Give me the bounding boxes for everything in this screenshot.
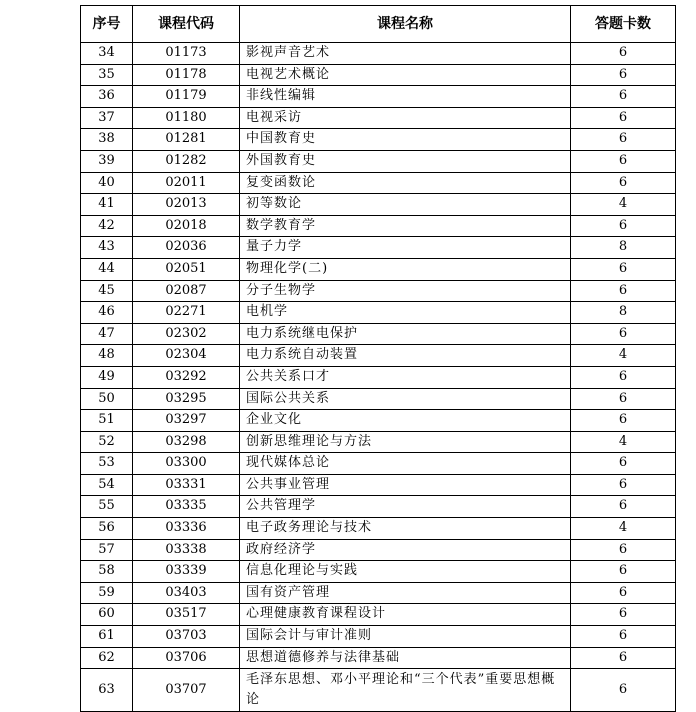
header-name: 课程名称 xyxy=(240,6,571,43)
table-row xyxy=(81,86,676,108)
row-number: 54 xyxy=(81,474,133,496)
table-row xyxy=(81,237,676,259)
answer-card-count: 4 xyxy=(571,194,676,216)
table-row xyxy=(81,43,676,65)
table-row xyxy=(81,561,676,583)
course-name: 政府经济学 xyxy=(240,539,571,561)
answer-card-count: 6 xyxy=(571,496,676,518)
table-row xyxy=(81,215,676,237)
row-number: 37 xyxy=(81,107,133,129)
answer-card-count: 6 xyxy=(571,669,676,712)
row-number: 34 xyxy=(81,43,133,65)
course-name: 中国教育史 xyxy=(240,129,571,151)
table-row xyxy=(81,669,676,712)
course-name: 物理化学(二) xyxy=(240,258,571,280)
answer-card-count: 6 xyxy=(571,582,676,604)
answer-card-count: 6 xyxy=(571,129,676,151)
answer-card-count: 4 xyxy=(571,345,676,367)
course-name: 复变函数论 xyxy=(240,172,571,194)
course-name: 企业文化 xyxy=(240,410,571,432)
answer-card-count: 6 xyxy=(571,604,676,626)
row-number: 43 xyxy=(81,237,133,259)
course-name: 量子力学 xyxy=(240,237,571,259)
row-number: 63 xyxy=(81,669,133,712)
header-row xyxy=(81,6,676,43)
course-code: 01179 xyxy=(133,86,240,108)
course-code: 03292 xyxy=(133,366,240,388)
row-number: 46 xyxy=(81,302,133,324)
row-number: 44 xyxy=(81,258,133,280)
course-code: 02011 xyxy=(133,172,240,194)
course-code: 03295 xyxy=(133,388,240,410)
course-code: 02271 xyxy=(133,302,240,324)
course-name: 影视声音艺术 xyxy=(240,43,571,65)
row-number: 35 xyxy=(81,64,133,86)
answer-card-count: 6 xyxy=(571,150,676,172)
header-cards: 答题卡数 xyxy=(571,6,676,43)
row-number: 49 xyxy=(81,366,133,388)
course-code: 03336 xyxy=(133,518,240,540)
row-number: 40 xyxy=(81,172,133,194)
table-row xyxy=(81,194,676,216)
course-name: 初等数论 xyxy=(240,194,571,216)
row-number: 53 xyxy=(81,453,133,475)
answer-card-count: 6 xyxy=(571,410,676,432)
row-number: 42 xyxy=(81,215,133,237)
answer-card-count: 6 xyxy=(571,474,676,496)
table-row xyxy=(81,258,676,280)
row-number: 47 xyxy=(81,323,133,345)
answer-card-count: 6 xyxy=(571,215,676,237)
answer-card-count: 6 xyxy=(571,258,676,280)
table-row xyxy=(81,518,676,540)
row-number: 57 xyxy=(81,539,133,561)
answer-card-count: 6 xyxy=(571,43,676,65)
course-code: 02018 xyxy=(133,215,240,237)
course-name: 电力系统自动装置 xyxy=(240,345,571,367)
table-row xyxy=(81,302,676,324)
row-number: 45 xyxy=(81,280,133,302)
course-name: 毛泽东思想、邓小平理论和“三个代表”重要思想概论 xyxy=(240,669,571,712)
course-name: 信息化理论与实践 xyxy=(240,561,571,583)
row-number: 38 xyxy=(81,129,133,151)
table-row xyxy=(81,323,676,345)
table-row xyxy=(81,107,676,129)
table-row xyxy=(81,626,676,648)
table-row xyxy=(81,453,676,475)
row-number: 61 xyxy=(81,626,133,648)
course-code: 02036 xyxy=(133,237,240,259)
answer-card-count: 6 xyxy=(571,388,676,410)
course-code: 03706 xyxy=(133,647,240,669)
course-name: 电子政务理论与技术 xyxy=(240,518,571,540)
answer-card-count: 6 xyxy=(571,626,676,648)
course-code: 03703 xyxy=(133,626,240,648)
header-code: 课程代码 xyxy=(133,6,240,43)
table-row xyxy=(81,129,676,151)
table-row xyxy=(81,474,676,496)
course-name: 思想道德修养与法律基础 xyxy=(240,647,571,669)
course-name: 分子生物学 xyxy=(240,280,571,302)
table-row xyxy=(81,388,676,410)
table-row xyxy=(81,647,676,669)
row-number: 39 xyxy=(81,150,133,172)
course-code: 02302 xyxy=(133,323,240,345)
course-code: 02087 xyxy=(133,280,240,302)
course-code: 01281 xyxy=(133,129,240,151)
row-number: 36 xyxy=(81,86,133,108)
table-row xyxy=(81,539,676,561)
answer-card-count: 8 xyxy=(571,237,676,259)
course-code: 03298 xyxy=(133,431,240,453)
row-number: 60 xyxy=(81,604,133,626)
answer-card-count: 4 xyxy=(571,431,676,453)
row-number: 50 xyxy=(81,388,133,410)
course-name: 外国教育史 xyxy=(240,150,571,172)
course-name: 公共关系口才 xyxy=(240,366,571,388)
answer-card-count: 6 xyxy=(571,86,676,108)
table-row xyxy=(81,604,676,626)
answer-card-count: 6 xyxy=(571,453,676,475)
course-code: 03707 xyxy=(133,669,240,712)
table-row xyxy=(81,496,676,518)
course-name: 电视采访 xyxy=(240,107,571,129)
answer-card-count: 6 xyxy=(571,280,676,302)
course-name: 现代媒体总论 xyxy=(240,453,571,475)
course-name: 心理健康教育课程设计 xyxy=(240,604,571,626)
course-name: 国际会计与审计准则 xyxy=(240,626,571,648)
course-code: 03335 xyxy=(133,496,240,518)
course-name: 创新思维理论与方法 xyxy=(240,431,571,453)
course-code: 02304 xyxy=(133,345,240,367)
row-number: 58 xyxy=(81,561,133,583)
course-name: 国有资产管理 xyxy=(240,582,571,604)
course-table xyxy=(80,5,676,712)
answer-card-count: 4 xyxy=(571,518,676,540)
answer-card-count: 6 xyxy=(571,366,676,388)
row-number: 59 xyxy=(81,582,133,604)
course-code: 01178 xyxy=(133,64,240,86)
course-name: 公共事业管理 xyxy=(240,474,571,496)
course-code: 01282 xyxy=(133,150,240,172)
course-code: 01180 xyxy=(133,107,240,129)
table-row xyxy=(81,410,676,432)
table-row xyxy=(81,431,676,453)
row-number: 62 xyxy=(81,647,133,669)
table-row xyxy=(81,345,676,367)
course-code: 02013 xyxy=(133,194,240,216)
table-row xyxy=(81,64,676,86)
course-code: 03331 xyxy=(133,474,240,496)
course-name: 非线性编辑 xyxy=(240,86,571,108)
answer-card-count: 6 xyxy=(571,647,676,669)
header-no: 序号 xyxy=(81,6,133,43)
course-code: 03297 xyxy=(133,410,240,432)
answer-card-count: 6 xyxy=(571,172,676,194)
answer-card-count: 8 xyxy=(571,302,676,324)
row-number: 48 xyxy=(81,345,133,367)
course-name: 国际公共关系 xyxy=(240,388,571,410)
course-code: 03403 xyxy=(133,582,240,604)
course-code: 03517 xyxy=(133,604,240,626)
table-row xyxy=(81,280,676,302)
row-number: 52 xyxy=(81,431,133,453)
table-row xyxy=(81,172,676,194)
row-number: 41 xyxy=(81,194,133,216)
table-row xyxy=(81,150,676,172)
answer-card-count: 6 xyxy=(571,107,676,129)
answer-card-count: 6 xyxy=(571,539,676,561)
answer-card-count: 6 xyxy=(571,64,676,86)
course-code: 03339 xyxy=(133,561,240,583)
course-name: 公共管理学 xyxy=(240,496,571,518)
row-number: 51 xyxy=(81,410,133,432)
course-code: 03300 xyxy=(133,453,240,475)
course-name: 数学教育学 xyxy=(240,215,571,237)
course-code: 01173 xyxy=(133,43,240,65)
course-name: 电机学 xyxy=(240,302,571,324)
course-name: 电视艺术概论 xyxy=(240,64,571,86)
course-code: 02051 xyxy=(133,258,240,280)
course-name: 电力系统继电保护 xyxy=(240,323,571,345)
table-row xyxy=(81,582,676,604)
answer-card-count: 6 xyxy=(571,323,676,345)
table-row xyxy=(81,366,676,388)
row-number: 55 xyxy=(81,496,133,518)
answer-card-count: 6 xyxy=(571,561,676,583)
row-number: 56 xyxy=(81,518,133,540)
course-code: 03338 xyxy=(133,539,240,561)
